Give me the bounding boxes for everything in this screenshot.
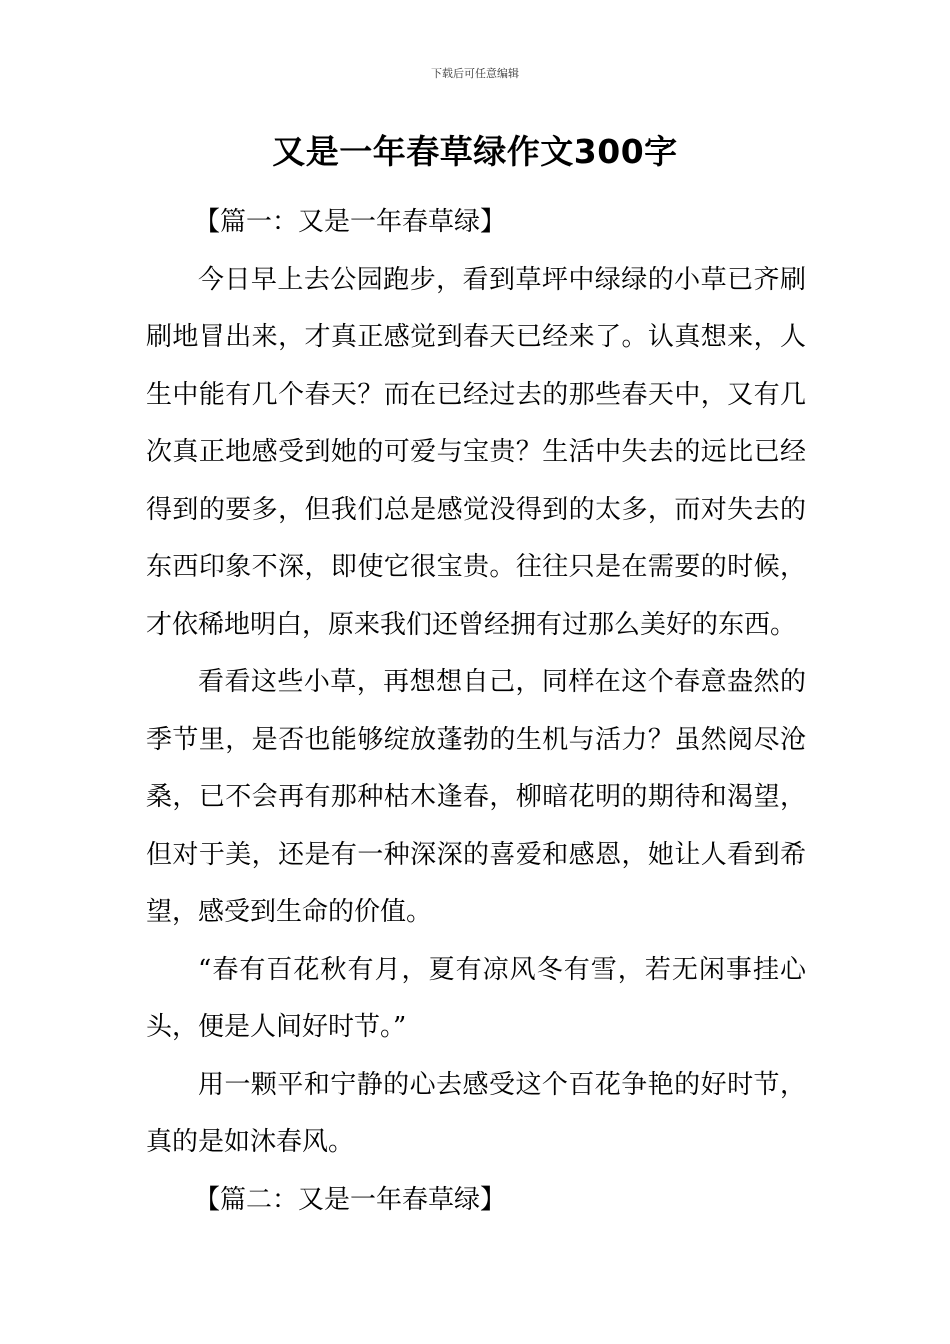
section-heading-2: 【篇二：又是一年春草绿】 — [194, 1184, 507, 1215]
paragraph-2: 看看这些小草，再想想自己，同样在这个春意盎然的季节里，是否也能够绽放蓬勃的生机与活力？虽然阅尽沧桑，已不会再有那种枯木逢春，柳暗花明的期待和渴望，但对于美，还是有一种深深的喜爱和感恩，她让人看到希望，感受到生命的价值。 — [146, 667, 806, 927]
paragraph-4: 用一颗平和宁静的心去感受这个百花争艳的好时节，真的是如沐春风。 — [146, 1069, 806, 1157]
header-note: 下载后可任意编辑 — [431, 67, 519, 80]
quote-paragraph: “春有百花秋有月，夏有凉风冬有雪，若无闲事挂心头，便是人间好时节。” — [146, 954, 806, 1042]
section-heading-1: 【篇一：又是一年春草绿】 — [194, 207, 507, 237]
document-title: 又是一年春草绿作文300字 — [272, 132, 678, 171]
document-body — [146, 194, 806, 1229]
paragraph-1: 今日早上去公园跑步，看到草坪中绿绿的小草已齐刷刷地冒出来，才真正感觉到春天已经来了。认真想来，人生中能有几个春天？而在已经过去的那些春天中，又有几次真正地感受到她的可爱与宝贵？生活中失去的远比已经得到的要多，但我们总是感觉没得到的太多，而对失去的东西印象不深，即使它很宝贵。往往只是在需要的时候，才依稀地明白，原来我们还曾经拥有过那么美好的东西。 — [146, 264, 806, 640]
